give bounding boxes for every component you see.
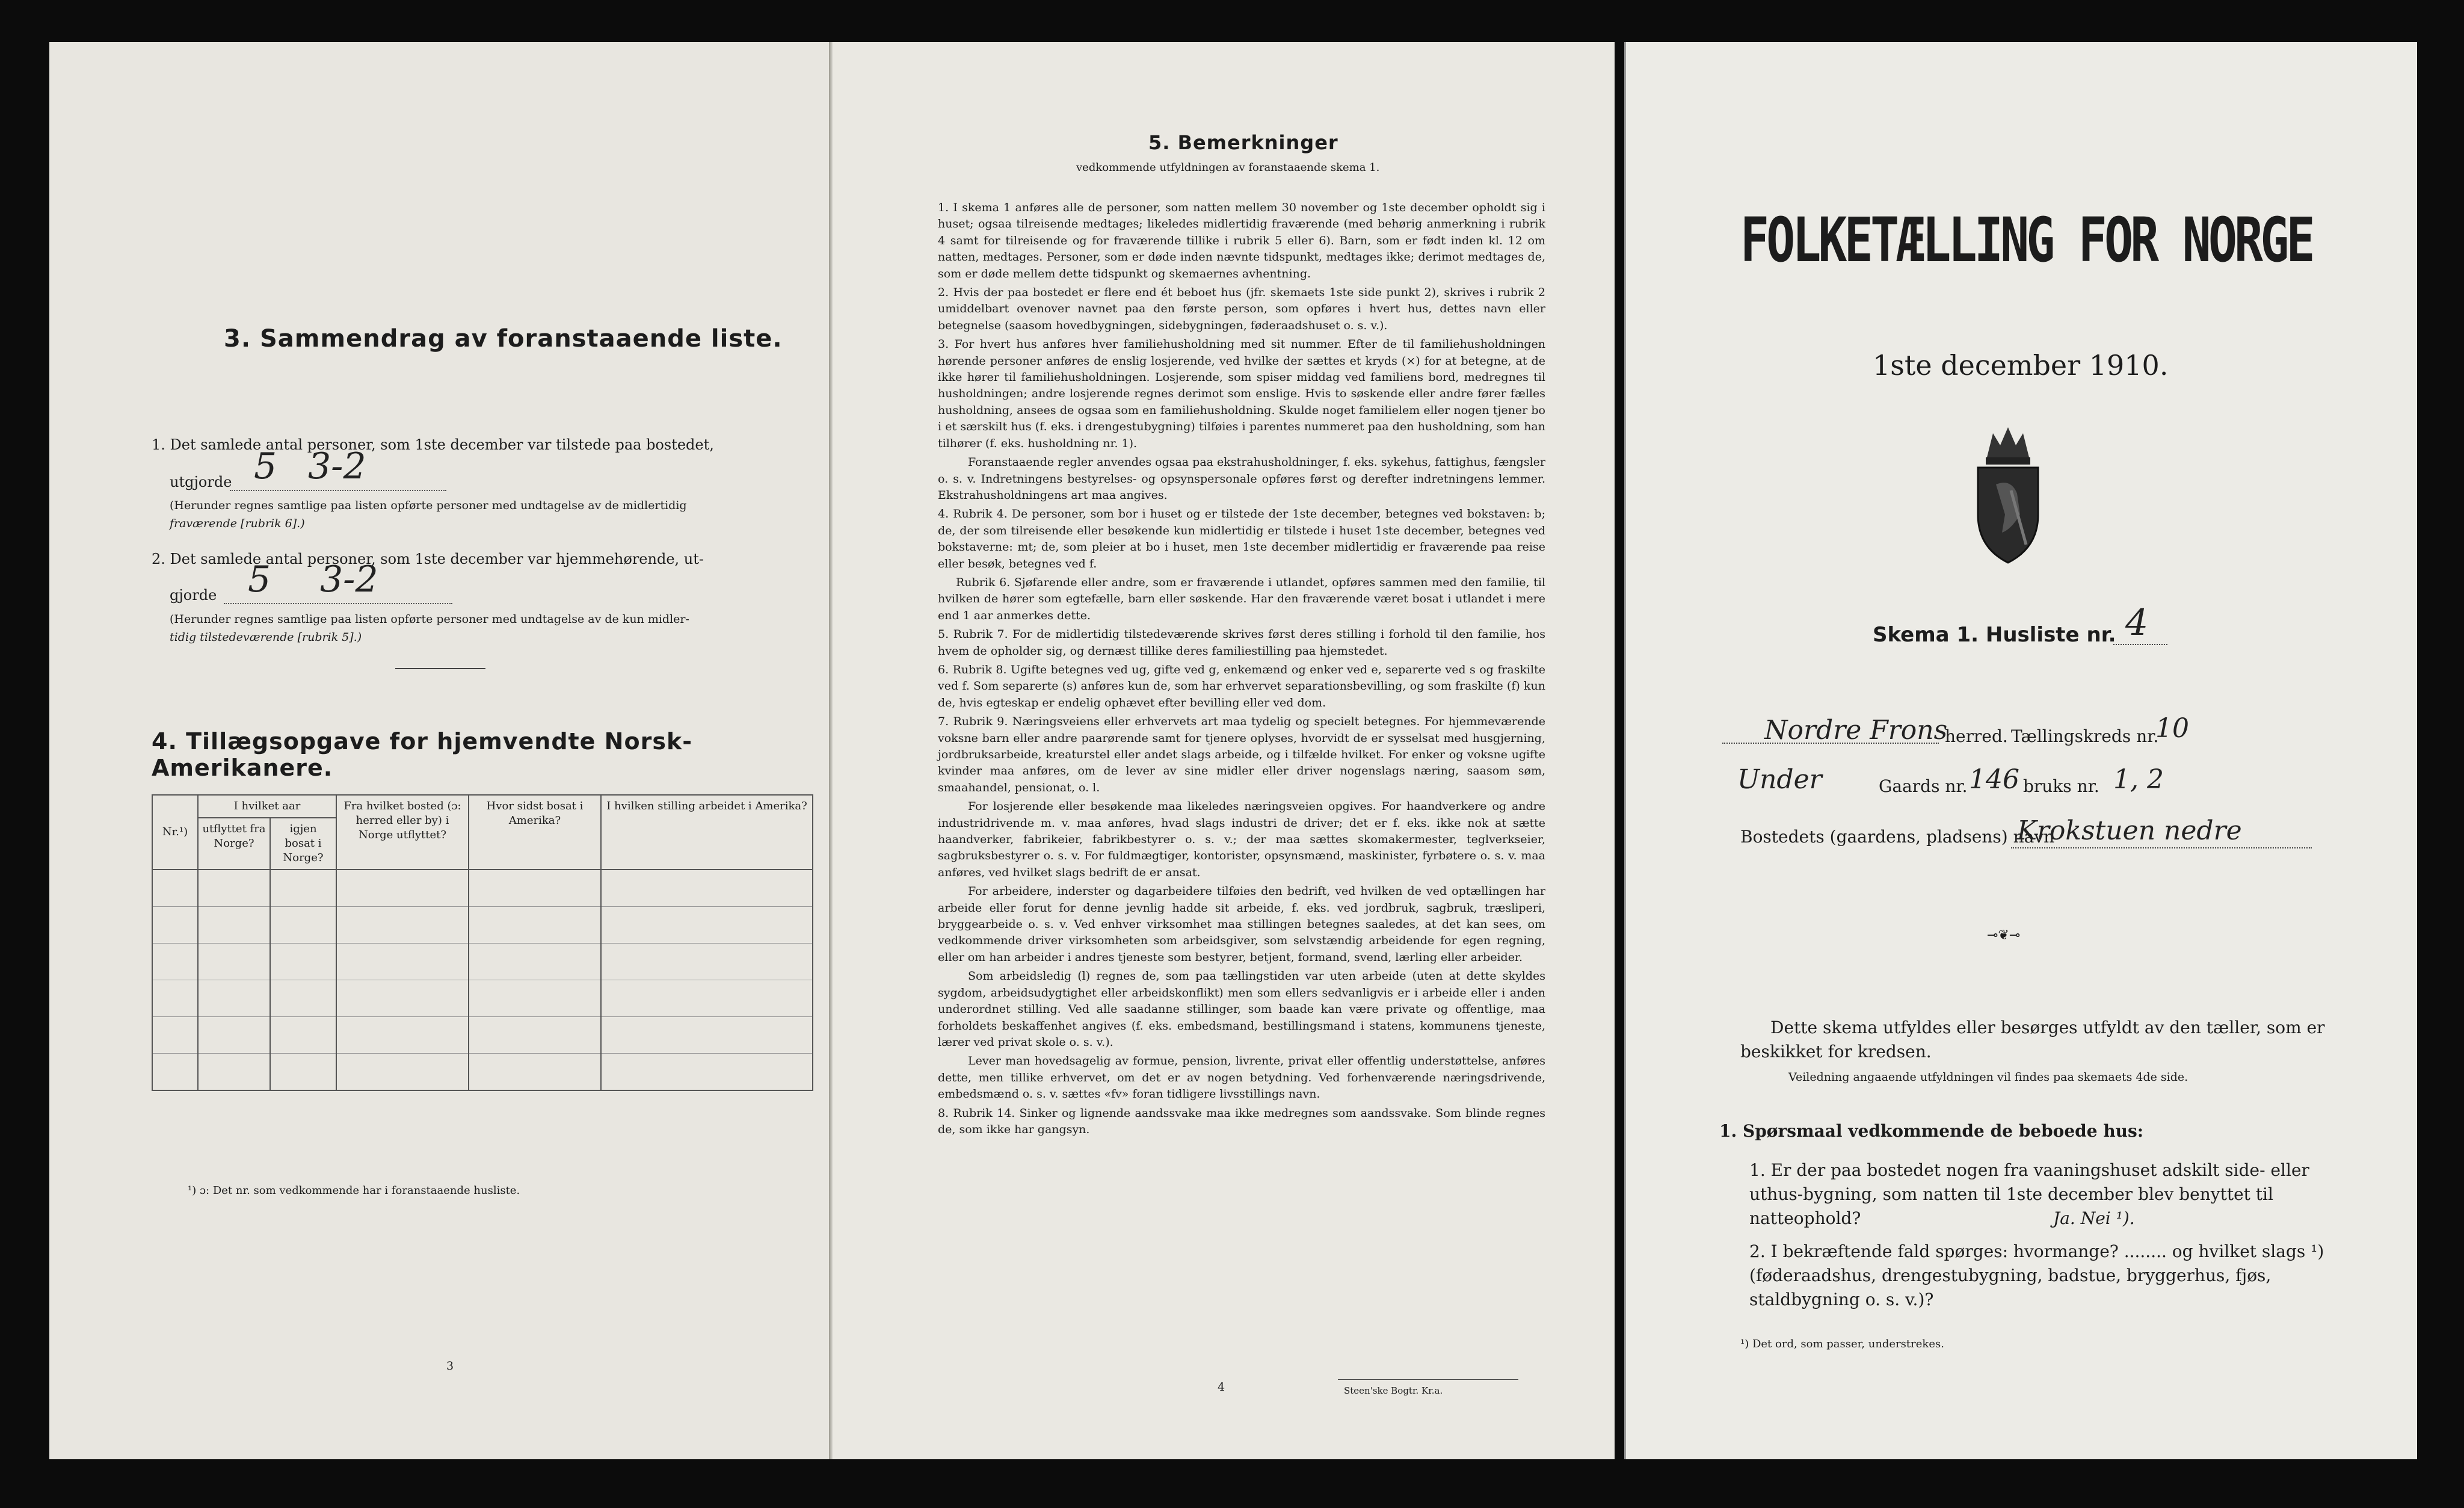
page-4 (833, 42, 1615, 1459)
section4-title: 4. Tillægsopgave for hjemvendte Norsk-Amerikanere. (152, 728, 692, 781)
col-last-residence: Hvor sidst bosat i Amerika? (469, 795, 601, 870)
item1-note-a: (Herunder regnes samtlige paa listen opførte personer med undtagelse av de midlertidig (170, 499, 687, 512)
page-number-4: 4 (1218, 1380, 1225, 1394)
remark-8: 8. Rubrik 14. Sinker og lignende aandssvake maa ikke medregnes som aandssvake. Som blinde regnes de, som ikke har gangsyn. (938, 1106, 1545, 1136)
remark-3: 3. For hvert hus anføres hver familiehusholdning med sit nummer. Efter de til familiehusholdningen hørende personer anføres de enslig losjerende, ved hvilke der sættes et kryds (×) for at betegne, at de ikke hører til familiehusholdningen. Losjerende, som spiser middag ved familiens bord, medregnes til husholdningen; andre losjerende regnes derimot som enslige. Hvis to søskende eller andre fører fælles husholdning, ansees de ogsaa som en familiehusholdning. Skulde noget familielem eller nogen tjener bo i et særskilt hus (f. eks. i drengestubygning) tilføies i parentes nummeret paa den husholdning, som han tilhører (f. eks. husholdning nr. 1). (938, 338, 1545, 450)
census-title: FOLKETÆLLING FOR NORGE (1740, 205, 2312, 276)
schema-label: Skema 1. Husliste nr. (1873, 623, 2116, 647)
remark-7e: Lever man hovedsagelig av formue, pension, livrente, privat eller offentlig understøttelse, anføres dette, men tillike erhvervet, om det er av nogen betydning. Ved forhenværende næringsdrivende, embedsmænd o. s. v. sættes «fv» foran tidligere livsstillings navn. (938, 1054, 1545, 1101)
col-year-group: I hvilket aar (198, 795, 336, 818)
item1-hand-extra: 3-2 (308, 445, 366, 487)
table-row (152, 907, 813, 944)
table-row (152, 980, 813, 1017)
gaard-label: Gaards nr. (1879, 776, 1968, 796)
bosted-label: Bostedets (gaardens, pladsens) navn (1740, 827, 2055, 847)
remark-4: 4. Rubrik 4. De personer, som bor i huset og er tilstede der 1ste december, betegnes ved bokstaven: b; de, der som tilreisende eller besøkende kun midlertidig er tilstede i huset 1ste december, betegnes ved bokstaverne: mt; de, som pleier at bo i huset, men 1ste december midlertidig er fraværende paa reise eller besøk, betegnes ved f. (938, 507, 1545, 570)
item1-note-b: fraværende [rubrik 6].) (170, 517, 305, 530)
remark-3b: Foranstaaende regler anvendes ogsaa paa ekstrahusholdninger, f. eks. sykehus, fattighus, fængsler o. s. v. Indretningens bestyrelses- og opsynspersonale opføres først og derefter indretningens lemmer. Ekstrahusholdningens art maa angives. (938, 456, 1545, 502)
instructions-text: Dette skema utfyldes eller besørges utfyldt av den tæller, som er beskikket for kredsen. (1740, 1018, 2325, 1061)
item2-note-b: tidig tilstedeværende [rubrik 5].) (170, 631, 362, 644)
printer-mark: Steen'ske Bogtr. Kr.a. (1344, 1385, 1443, 1396)
husliste-number: 4 (2125, 602, 2149, 644)
question-2: 2. I bekræftende fald spørges: hvormange? ........ og hvilket slags ¹) (føderaadshus, drengestubygning, badstue, bryggerhus, fjøs, staldbygning o. s. v.)? (1749, 1241, 2324, 1309)
herred-value: Nordre Frons (1764, 715, 1948, 746)
bosted-value: Krokstuen nedre (2017, 815, 2242, 846)
remarks-subtitle: vedkommende utfyldningen av foranstaaende skema 1. (1076, 161, 1380, 174)
kreds-value: 10 (2155, 713, 2189, 744)
col-from-where: Fra hvilket bosted (ɔ: herred eller by) i Norge utflyttet? (336, 795, 469, 870)
item2-value: 5 (248, 558, 271, 601)
remark-2: 2. Hvis der paa bostedet er flere end ét beboet hus (jfr. skemaets 1ste side punkt 2), skrives i rubrik 2 umiddelbart ovenover navnet paa den første person, som opføres i hvert hus, dettes navn eller betegnelse (saasom hovedbygningen, sidebygningen, føderaadshuset o. s. v.). (938, 286, 1545, 332)
item1-label: utgjorde (170, 474, 232, 490)
ornament-icon: ⊸❦⊸ (1987, 928, 2021, 943)
page-number-3: 3 (446, 1359, 454, 1373)
item2-text: 2. Det samlede antal personer, som 1ste december var hjemmehørende, ut- (152, 551, 704, 567)
remark-1: 1. I skema 1 anføres alle de personer, som natten mellem 30 november og 1ste december opholdt sig i huset; ogsaa tilreisende medtages; likeledes midlertidig fraværende (med behørig anmerkning i rubrik 4 samt for tilreisende og for fraværende tillike i rubrik 5 eller 6). Barn, som er født inden kl. 12 om natten, medtages. Personer, som er døde inden nævnte tidspunkt, medtages ikke; derimot medtages de, som er døde mellem dette tidspunkt og skemaernes avhentning. (938, 201, 1545, 280)
table-row (152, 944, 813, 980)
question-1-answer: Ja. Nei ¹). (2053, 1208, 2135, 1228)
bruk-value: 1, 2 (2113, 764, 2164, 795)
coat-of-arms-icon (1969, 424, 2047, 566)
item1-text: 1. Det samlede antal personer, som 1ste december var tilstede paa bostedet, (152, 436, 714, 453)
item2-hand-extra: 3-2 (320, 558, 378, 601)
remark-6: 6. Rubrik 8. Ugifte betegnes ved ug, gifte ved g, enkemænd og enker ved e, separerte ved s og fraskilte ved f. Som separerte (s) anføres kun de, som har erhvervet separationsbevilling, og som fraskilte (f) kun de, hvis egteskap er endelig ophævet efter bevilling eller ved dom. (938, 663, 1545, 709)
item2-label: gjorde (170, 587, 217, 604)
remark-7c: For arbeidere, inderster og dagarbeidere tilføies den bedrift, ved hvilken de ved optællingen har arbeide eller forut for denne jevnlig hadde sit arbeide, f. eks. ved jordbruk, sagbruk, træsliperi, bryggearbeide o. s. v. Ved enhver virksomhet maa stillingen betegnes saaledes, at det kan sees, om vedkommende driver virksomheten som arbeidsgiver, som selvstændig arbeidende for egen regning, eller om han arbeider i andres tjeneste som bestyrer, betjent, formand, svend, lærling eller arbeider. (938, 885, 1545, 964)
divider (395, 668, 485, 669)
table-row (152, 870, 813, 907)
kreds-label: Tællingskreds nr. (2011, 726, 2159, 746)
bruk-label: bruks nr. (2023, 776, 2099, 796)
norsk-amerikanere-table (152, 794, 813, 1091)
questions-heading: 1. Spørsmaal vedkommende de beboede hus: (1719, 1121, 2144, 1141)
section3-title: 3. Sammendrag av foranstaaende liste. (224, 325, 783, 353)
remark-7: 7. Rubrik 9. Næringsveiens eller erhvervets art maa tydelig og specielt betegnes. For hjemmeværende voksne barn eller andre paarørende samt for tjenere oplyses, hvorvidt de er sysselsat med husgjerning, jordbruksarbeide, kreaturstel eller andet slags arbeide, og i tilfælde hvilket. For enker og voksne ugifte kvinder maa anføres, om de lever av sine midler eller driver nogenslags næring, saasom søm, smaahandel, pensionat, o. l. (938, 715, 1545, 794)
remark-7b: For losjerende eller besøkende maa likeledes næringsveien opgives. For haandverkere og andre industridrivende m. v. maa anføres, hvad slags industri de driver; det er f. eks. ikke nok at sætte haandverker, fabrikeier, fabrikbestyrer o. s. v.; der maa sættes skomakermester, teglverkseier, sagbruksbestyrer o. s. v. For fuldmægtiger, kontorister, opsynsmænd, maskinister, fyrbøtere o. s. v. maa anføres, ved hvilket slags bedrift de er ansat. (938, 800, 1545, 879)
right-footnote: ¹) Det ord, som passer, understrekes. (1740, 1338, 1944, 1350)
page-3 (49, 42, 831, 1459)
col-position: I hvilken stilling arbeidet i Amerika? (601, 795, 813, 870)
left-footnote: ¹) ɔ: Det nr. som vedkommende har i foranstaaende husliste. (188, 1184, 520, 1197)
table-row (152, 1054, 813, 1091)
col-nr: Nr.¹) (152, 795, 198, 870)
instructions-note: Veiledning angaaende utfyldningen vil findes paa skemaets 4de side. (1788, 1071, 2188, 1084)
table-row (152, 1017, 813, 1054)
census-date: 1ste december 1910. (1873, 349, 2169, 382)
gaard-value: 146 (1969, 764, 2019, 795)
remark-7d: Som arbeidsledig (l) regnes de, som paa tællingstiden var uten arbeide (uten at dette skyldes sygdom, arbeidsudygtighet eller arbeidskonflikt) men som ellers sedvanligvis er i arbeide eller i anden underordnet stilling. Ved alle saadanne stillinger, som baade kan være private og offentlige, maa forholdets beskaffenhet angives (f. eks. embedsmand, bestillingsmand i statens, kommunens tjeneste, lærer ved privat skole o. s. v.). (938, 969, 1545, 1049)
remarks-list (938, 200, 1545, 1140)
remark-4b: Rubrik 6. Sjøfarende eller andre, som er fraværende i utlandet, opføres sammen med den familie, til hvilken de hører som egtefælle, barn eller søskende. Har den fraværende været bosat i utlandet i mere end 1 aar anmerkes dette. (938, 575, 1545, 622)
remarks-title: 5. Bemerkninger (1148, 131, 1338, 154)
item1-value: 5 (254, 445, 277, 487)
gaard-prefix: Under (1737, 764, 1822, 795)
herred-label: herred. (1945, 726, 2008, 746)
col-returned: igjen bosat i Norge? (270, 818, 336, 870)
remark-5: 5. Rubrik 7. For de midlertidig tilstedeværende skrives først deres stilling i forhold til den familie, hos hvem de opholder sig, og dernæst tillike deres familiestilling paa hjemstedet. (938, 628, 1545, 658)
col-emigrated: utflyttet fra Norge? (198, 818, 270, 870)
page-1 (1624, 42, 2417, 1459)
question-1: 1. Er der paa bostedet nogen fra vaaningshuset adskilt side- eller uthus-bygning, som natten til 1ste december blev benyttet til natteophold? (1749, 1160, 2309, 1228)
item2-note-a: (Herunder regnes samtlige paa listen opførte personer med undtagelse av de kun midler- (170, 613, 689, 626)
